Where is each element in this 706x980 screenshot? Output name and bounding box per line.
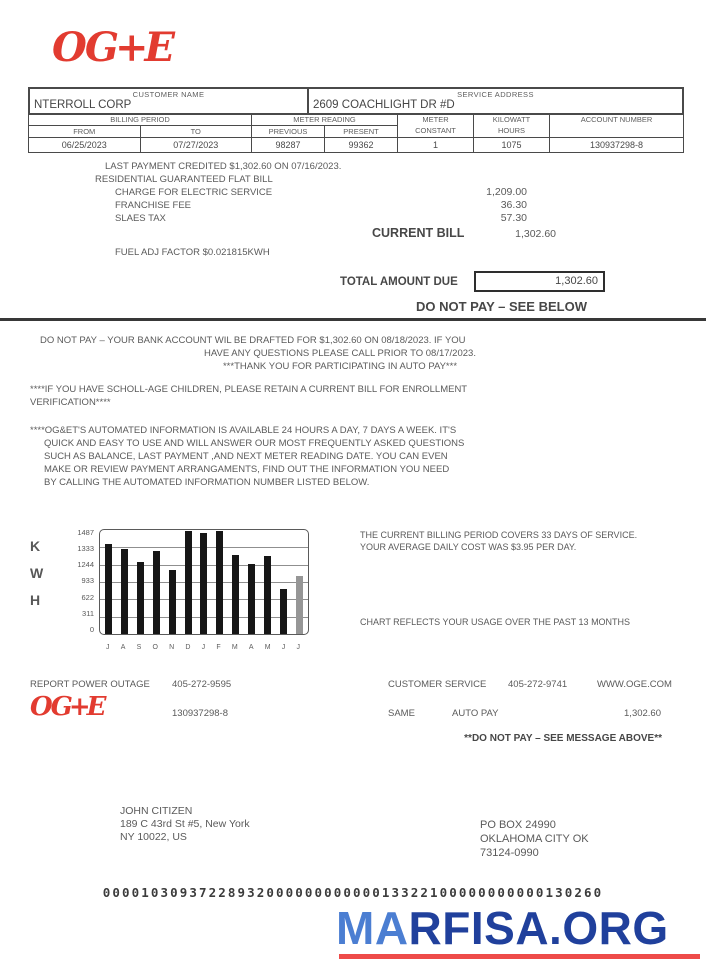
to-value: 07/27/2023	[173, 140, 219, 150]
report-outage-label: REPORT POWER OUTAGE	[30, 679, 150, 690]
notice-line: DO NOT PAY – YOUR BANK ACCOUNT WIL BE DRAFTED FOR $1,302.60 ON 08/18/2023. IF YOU	[40, 335, 466, 346]
current-bill-label: CURRENT BILL	[372, 226, 465, 240]
billing-table	[28, 113, 684, 153]
month-label: A	[248, 644, 254, 651]
usage-bar	[216, 531, 223, 635]
month-label: A	[120, 644, 126, 651]
meter-constant-header-line2: CONSTANT	[415, 126, 456, 135]
billing-period-header: BILLING PERIOD	[110, 115, 170, 124]
charge-amount: 57.30	[500, 212, 527, 224]
charge-amount: 36.30	[500, 199, 527, 211]
marfisa-text-dark: RFISA.ORG	[408, 902, 669, 954]
footer-account-number: 130937298-8	[172, 708, 228, 719]
usage-bar	[169, 570, 176, 634]
previous-value: 98287	[275, 140, 301, 150]
notice-line: ****OG&ET'S AUTOMATED INFORMATION IS AVAILABLE 24 HOURS A DAY, 7 DAYS A WEEK. IT'S	[30, 425, 457, 436]
oge-logo-text: OG	[30, 692, 71, 722]
from-label: FROM	[73, 127, 96, 136]
oge-logo-amp: +	[68, 692, 89, 722]
customer-name-label: CUSTOMER NAME	[132, 90, 205, 99]
ocr-digit-line: 0000103093722893200000000000013322100000000000130260	[102, 885, 604, 900]
footer-amount: 1,302.60	[624, 708, 661, 719]
chart-reflects-note: CHART REFLECTS YOUR USAGE OVER THE PAST 13 MONTHS	[360, 617, 631, 627]
kilowatt-hours-header-line1: KILOWATT	[492, 115, 531, 124]
charge-row	[115, 199, 527, 212]
oge-logo-text-right: E	[144, 24, 174, 71]
oge-logo	[52, 24, 173, 71]
usage-bar-chart	[99, 529, 309, 635]
footer-auto-pay: AUTO PAY	[452, 708, 499, 719]
oge-logo-text-right: E	[86, 692, 105, 722]
service-address-label: SERVICE ADDRESS	[457, 90, 534, 99]
usage-bar	[280, 589, 287, 634]
footer-do-not-pay: **DO NOT PAY – SEE MESSAGE ABOVE**	[464, 733, 662, 744]
fuel-adj-note: FUEL ADJ FACTOR $0.021815KWH	[115, 247, 270, 258]
notice-line: ***THANK YOU FOR PARTICIPATING IN AUTO PAY***	[222, 361, 458, 372]
month-label: S	[136, 644, 142, 651]
report-outage-phone: 405-272-9595	[172, 679, 232, 690]
notice-line: QUICK AND EASY TO USE AND WILL ANSWER OUR MOST FREQUENTLY ASKED QUESTIONS	[44, 438, 465, 449]
y-tick-label: 933	[81, 576, 94, 586]
chart-y-axis	[60, 529, 94, 633]
y-tick-label: 622	[81, 592, 94, 602]
total-amount-due-label: TOTAL AMOUNT DUE	[340, 276, 458, 288]
automated-info-notice	[30, 424, 650, 489]
school-notice	[30, 383, 650, 409]
charge-row	[115, 212, 527, 225]
address-line: PO BOX 24990	[480, 819, 556, 831]
customer-service-phone: 405-272-9741	[508, 679, 568, 690]
address-line: 73124-0990	[480, 847, 539, 859]
account-number-value: 130937298-8	[589, 140, 644, 150]
oge-logo-text: OG	[52, 24, 118, 71]
last-payment-note: LAST PAYMENT CREDITED $1,302.60 ON 07/16/2023.	[105, 161, 342, 172]
po-box-address	[480, 818, 589, 860]
y-tick-label: 1244	[77, 560, 94, 570]
notice-line: BY CALLING THE AUTOMATED INFORMATION NUMBER LISTED BELOW.	[44, 477, 370, 488]
note-line: THE CURRENT BILLING PERIOD COVERS 33 DAYS OF SERVICE.	[360, 530, 638, 540]
chart-unit-h: H	[30, 592, 41, 608]
auto-pay-notice	[40, 334, 640, 373]
marfisa-watermark	[336, 901, 669, 955]
usage-bar	[137, 562, 144, 634]
billing-period-note	[360, 529, 637, 553]
present-value: 99362	[348, 140, 374, 150]
month-label: J	[106, 644, 110, 651]
month-label: F	[216, 644, 221, 651]
to-label: TO	[190, 127, 201, 136]
y-tick-label: 1487	[77, 528, 94, 537]
charge-label: SLAES TAX	[115, 213, 166, 224]
kilowatt-hours-value: 1075	[501, 140, 522, 150]
notice-line: SUCH AS BALANCE, LAST PAYMENT ,AND NEXT METER READING DATE. YOU CAN EVEN	[44, 451, 448, 462]
meter-reading-header: METER READING	[293, 115, 356, 124]
service-address-value: 2609 COACHLIGHT DR #D	[313, 99, 455, 111]
month-label: J	[296, 644, 300, 651]
meter-constant-header-line1: METER	[422, 115, 449, 124]
oge-logo-footer	[30, 692, 104, 722]
previous-label: PREVIOUS	[268, 127, 308, 136]
account-number-header: ACCOUNT NUMBER	[580, 115, 653, 124]
oge-logo-amp: +	[115, 24, 147, 71]
chart-unit-k: K	[30, 538, 41, 554]
total-amount-due-box: 1,302.60	[474, 271, 605, 292]
chart-bars	[105, 530, 303, 634]
y-tick-label: 311	[82, 608, 94, 618]
month-label: O	[152, 644, 158, 651]
notice-line: VERIFICATION****	[30, 397, 111, 408]
usage-bar	[105, 544, 112, 634]
usage-bar	[185, 531, 192, 635]
marfisa-text-light: MA	[336, 902, 409, 954]
chart-unit-w: W	[30, 565, 44, 581]
footer-same: SAME	[388, 708, 415, 719]
do-not-pay-see-below: DO NOT PAY – SEE BELOW	[416, 299, 587, 314]
month-label: N	[169, 644, 175, 651]
usage-bar	[264, 556, 271, 634]
charge-label: CHARGE FOR ELECTRIC SERVICE	[115, 187, 273, 198]
address-line: NY 10022, US	[120, 831, 187, 843]
plan-note: RESIDENTIAL GUARANTEED FLAT BILL	[95, 174, 273, 185]
address-line: 189 C 43rd St #5, New York	[120, 818, 250, 830]
recipient-address	[120, 805, 250, 844]
usage-bar	[296, 576, 303, 634]
month-label: M	[231, 644, 238, 651]
usage-bar	[121, 549, 128, 634]
notice-line: ****IF YOU HAVE SCHOLL-AGE CHILDREN, PLEASE RETAIN A CURRENT BILL FOR ENROLLMENT	[30, 384, 468, 395]
usage-bar	[232, 555, 239, 634]
charge-label: FRANCHISE FEE	[115, 200, 192, 211]
meter-constant-value: 1	[432, 140, 438, 150]
current-bill-amount: 1,302.60	[515, 228, 556, 240]
customer-name-value: NTERROLL CORP	[34, 99, 132, 111]
y-tick-label: 1333	[77, 544, 94, 554]
marfisa-underline	[339, 954, 700, 959]
website-link: WWW.OGE.COM	[597, 679, 672, 690]
address-line: OKLAHOMA CITY OK	[480, 833, 589, 845]
note-line: YOUR AVERAGE DAILY COST WAS $3.95 PER DAY.	[360, 542, 577, 552]
notice-line: HAVE ANY QUESTIONS PLEASE CALL PRIOR TO 08/17/2023.	[204, 348, 476, 359]
customer-service-label: CUSTOMER SERVICE	[388, 679, 487, 690]
charge-amount: 1,209.00	[486, 186, 527, 198]
usage-bar	[248, 564, 255, 634]
section-divider	[0, 318, 706, 321]
usage-bar	[153, 551, 160, 634]
present-label: PRESENT	[343, 127, 379, 136]
month-label: J	[201, 644, 206, 651]
address-line: JOHN CITIZEN	[120, 805, 193, 817]
usage-bar	[200, 533, 207, 634]
customer-table	[28, 87, 684, 115]
from-value: 06/25/2023	[61, 140, 107, 150]
charges-list	[115, 186, 527, 225]
y-tick-label: 0	[89, 624, 94, 634]
charge-row	[115, 186, 527, 199]
month-label: J	[281, 644, 286, 651]
notice-line: MAKE OR REVIEW PAYMENT ARRANGAMENTS, FIND OUT THE INFORMATION YOU NEED	[44, 464, 450, 475]
month-label: M	[264, 644, 271, 651]
kilowatt-hours-header-line2: HOURS	[497, 126, 526, 135]
chart-x-axis	[99, 644, 307, 651]
month-label: D	[185, 644, 191, 651]
